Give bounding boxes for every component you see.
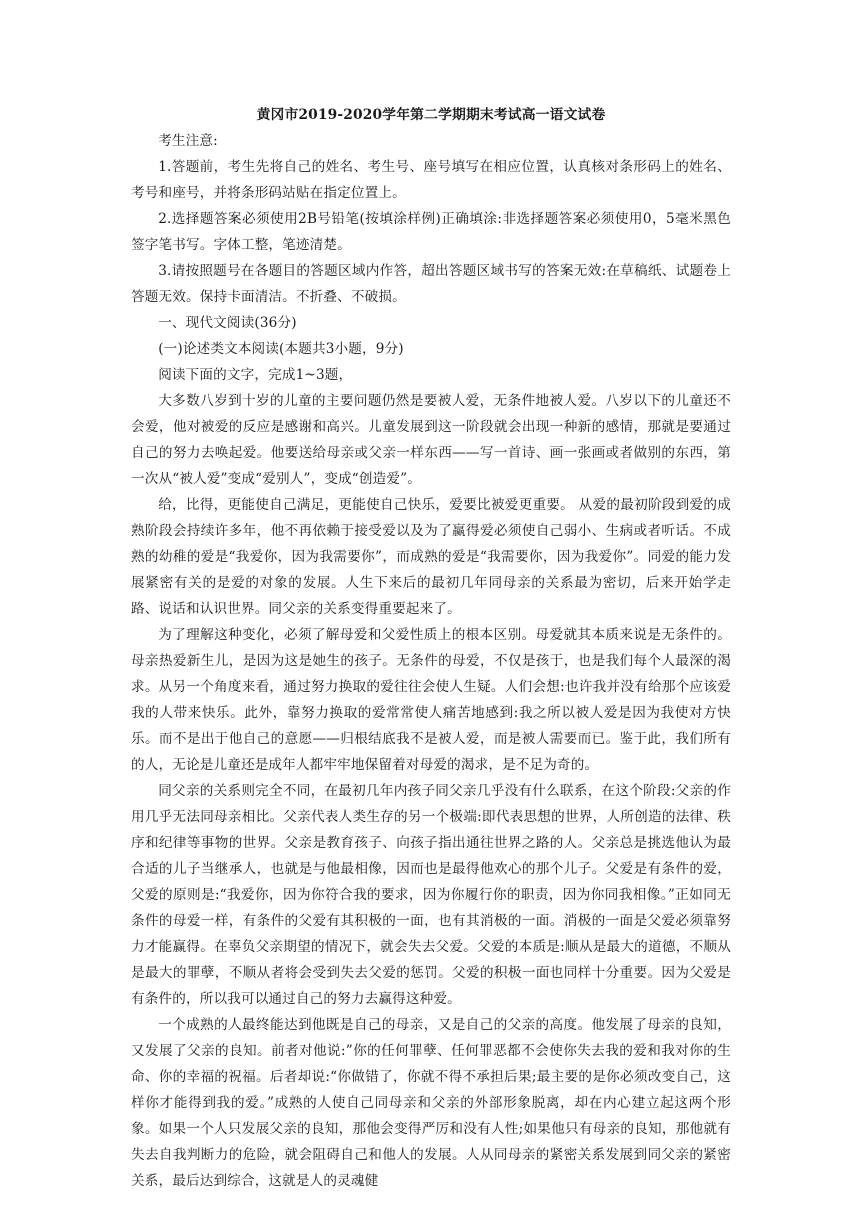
- passage-paragraph-3: 为了理解这种变化，必须了解母爱和父爱性质上的根本区别。母爱就其本质来说是无条件的。母亲热爱新生儿，是因为这是她生的孩子。无条件的母爱，不仅是孩于，也是我们每个人最深的渴求。从另一个角度来看，通过努力换取的爱往往会使人生疑。人们会想:也许我并没有给那个应该爱我的人带来快乐。此外，靠努力换取的爱常常使人痛苦地感到:我之所以被人爱是因为我使对方快乐。而不是出于他自己的意愿——归根结底我不是被人爱，而是被人需要而已。鉴于此，我们所有的人，无论是儿童还是成年人都牢牢地保留着对母爱的渴求，是不足为奇的。: [131, 627, 731, 773]
- section-heading: 一、现代文阅读(36分): [158, 315, 297, 331]
- passage-paragraph-4: 同父亲的关系则完全不同，在最初几年内孩子同父亲几乎没有什么联系，在这个阶段:父亲的作用几乎无法同母亲相比。父亲代表人类生存的另一个极端:即代表思想的世界，人所创造的法律、秩序和纪律等事物的世界。父亲是教育孩子、向孩子指出通往世界之路的人。父亲总是挑选他认为最合适的儿子当继承人，也就是与他最相像，因而也是最得他欢心的那个儿子。父爱是有条件的爱，父爱的原则是:“我爱你，因为你符合我的要求，因为你履行你的职责，因为你同我相像。”正如同无条件的母爱一样，有条件的父爱有其积极的一面，也有其消极的一面。消极的一面是父爱必须靠努力才能赢得。在辜负父亲期望的情况下，就会失去父爱。父爱的本质是:顺从是最大的道德，不顺从是最大的罪孽，不顺从者将会受到失去父爱的惩罚。父爱的积极一面也同样十分重要。因为父爱是有条件的，所以我可以通过自己的努力去赢得这种爱。: [131, 783, 731, 1007]
- notice-item-3: 3.请按照题号在各题目的答题区域内作答，超出答题区域书写的答案无效:在草稿纸、试题卷上答题无效。保持卡面清洁。不折叠、不破损。: [131, 263, 731, 305]
- subsection-heading: (一)论述类文本阅读(本题共3小题，9分): [158, 341, 404, 357]
- exam-title: 黄冈市2019-2020学年第二学期期末考试高一语文试卷: [256, 107, 606, 123]
- passage-paragraph-1: 大多数八岁到十岁的儿童的主要问题仍然是要被人爱，无条件地被人爱。八岁以下的儿童还不会爱，他对被爱的反应是感谢和高兴。儿童发展到这一阶段就会出现一种新的感情，那就是要通过自己的努力去唤起爱。他要送给母亲或父亲一样东西——写一首诗、画一张画或者做别的东西，第一次从“被人爱”变成“爱别人”，变成“创造爱”。: [131, 393, 731, 487]
- notice-heading: 考生注意:: [158, 133, 218, 149]
- notice-item-1: 1.答题前，考生先将自己的姓名、考生号、座号填写在相应位置，认真核对条形码上的姓名、考号和座号，并将条形码站贴在指定位置上。: [131, 159, 731, 201]
- passage-paragraph-5: 一个成熟的人最终能达到他既是自己的母亲，又是自己的父亲的高度。他发展了母亲的良知，又发展了父亲的良知。前者对他说:”你的任何罪孽、任何罪恶都不会使你失去我的爱和我对你的生命、你的幸福的祝福。后者却说:“你做错了，你就不得不承担后果;最主要的是你必须改变自己，这样你才能得到我的爱。”成熟的人使自己同母亲和父亲的外部形象脱离，却在内心建立起这两个形象。如果一个人只发展父亲的良知，那他会变得严厉和没有人性;如果他只有母亲的良知，那他就有失去自我判断力的危险，就会阻碍自己和他人的发展。人从同母亲的紧密关系发展到同父亲的紧密关系，最后达到综合，这就是人的灵魂健: [131, 1017, 731, 1189]
- notice-item-2: 2.选择题答案必须使用2B号铅笔(按填涂样例)正确填涂:非选择题答案必须使用0，5毫米黑色签字笔书写。字体工整，笔迹清楚。: [131, 211, 731, 253]
- exam-page: [131, 102, 731, 1194]
- passage-paragraph-2: 给，比得，更能使自己满足，更能使自己快乐，爱要比被爱更重要。 从爱的最初阶段到爱的成熟阶段会持续许多年，他不再依赖于接受爱以及为了赢得爱必须使自己弱小、生病或者听话。不成熟的幼稚的爱是“我爱你，因为我需要你”，而成熟的爱是“我需要你，因为我爱你”。同爱的能力发展紧密有关的是爱的对象的发展。人生下来后的最初几年同母亲的关系最为密切，后来开始学走路、说话和认识世界。同父亲的关系变得重要起来了。: [131, 497, 731, 617]
- reading-instruction: 阅读下面的文字，完成1~3题，: [158, 367, 353, 383]
